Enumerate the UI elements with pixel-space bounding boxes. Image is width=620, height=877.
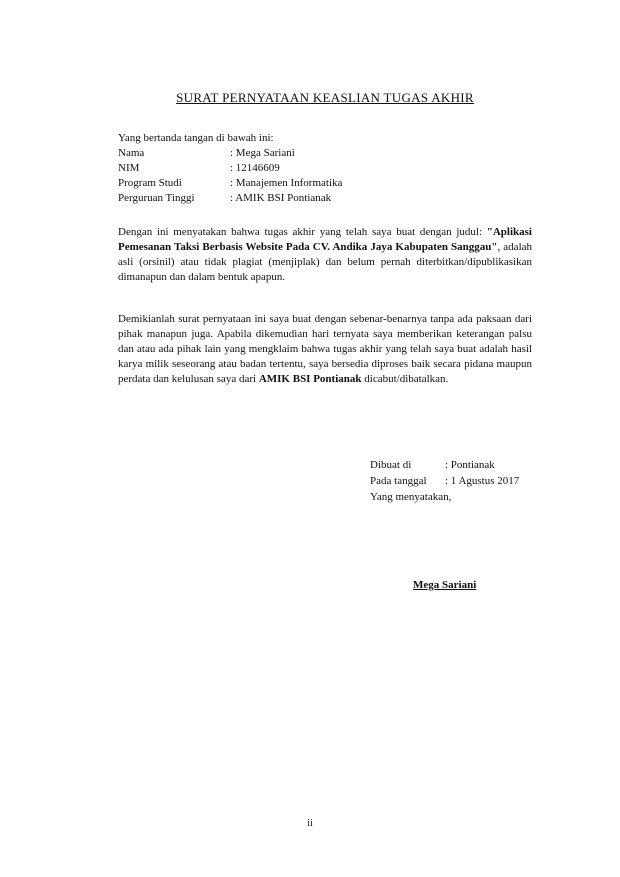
page-number: ii [307,818,313,829]
identity-label: Nama [118,147,145,159]
date-value: : 1 Agustus 2017 [445,475,520,487]
statement-lead: Dengan ini menyatakan bahwa tugas akhir yang telah saya buat dengan judul: [118,226,483,238]
statement-rest: , adalah asli (orsinil) atau tidak plagiat (menjiplak) dan belum pernah diterbitkan/dipublikasikan dimanapun dan dalam bentuk apapun. [118,241,533,283]
identity-row-program [118,176,342,191]
identity-value: : 12146609 [230,162,280,174]
declaration-text: Demikianlah surat pernyataan ini saya buat dengan sebenar-benarnya tanpa ada paksaan dari pihak manapun juga. Apabila dikemudian hari ternyata saya memberikan keterangan palsu dan atau ada pihak lain yang mengklaim bahwa tugas akhir yang telah saya buat adalah hasil karya milik seseorang atau badan tertentu, saya bersedia diproses baik secara pidana maupun perdata dan kelulusan saya dari [118,313,532,385]
institution-name: AMIK BSI Pontianak [258,373,362,385]
identity-row-name [118,146,342,161]
identity-table [118,146,342,206]
identity-row-nim [118,161,342,176]
signer-name: Mega Sariani [413,579,477,591]
identity-row-institution [118,191,342,206]
closing-text: Yang menyatakan, [370,491,452,503]
signature-place-row [370,458,519,474]
declaration-tail: dicabut/dibatalkan. [361,373,449,385]
date-label: Pada tanggal [370,475,427,487]
identity-label: Program Studi [118,177,182,189]
signature-details [370,458,519,490]
statement-paragraph [118,225,532,285]
identity-value: : AMIK BSI Pontianak [230,192,332,204]
place-label: Dibuat di [370,459,412,471]
signature-date-row [370,474,519,490]
thesis-title: "Aplikasi Pemesanan Taksi Berbasis Website Pada CV. Andika Jaya Kabupaten Sanggau" [118,226,532,253]
document-title: SURAT PERNYATAAN KEASLIAN TUGAS AKHIR [176,90,474,105]
identity-label: Perguruan Tinggi [118,192,195,204]
identity-value: : Manajemen Informatika [230,177,343,189]
identity-value: : Mega Sariani [230,147,295,159]
identity-label: NIM [118,162,140,174]
intro-text: Yang bertanda tangan di bawah ini: [118,132,274,144]
declaration-paragraph [118,312,532,387]
place-value: : Pontianak [445,459,495,471]
